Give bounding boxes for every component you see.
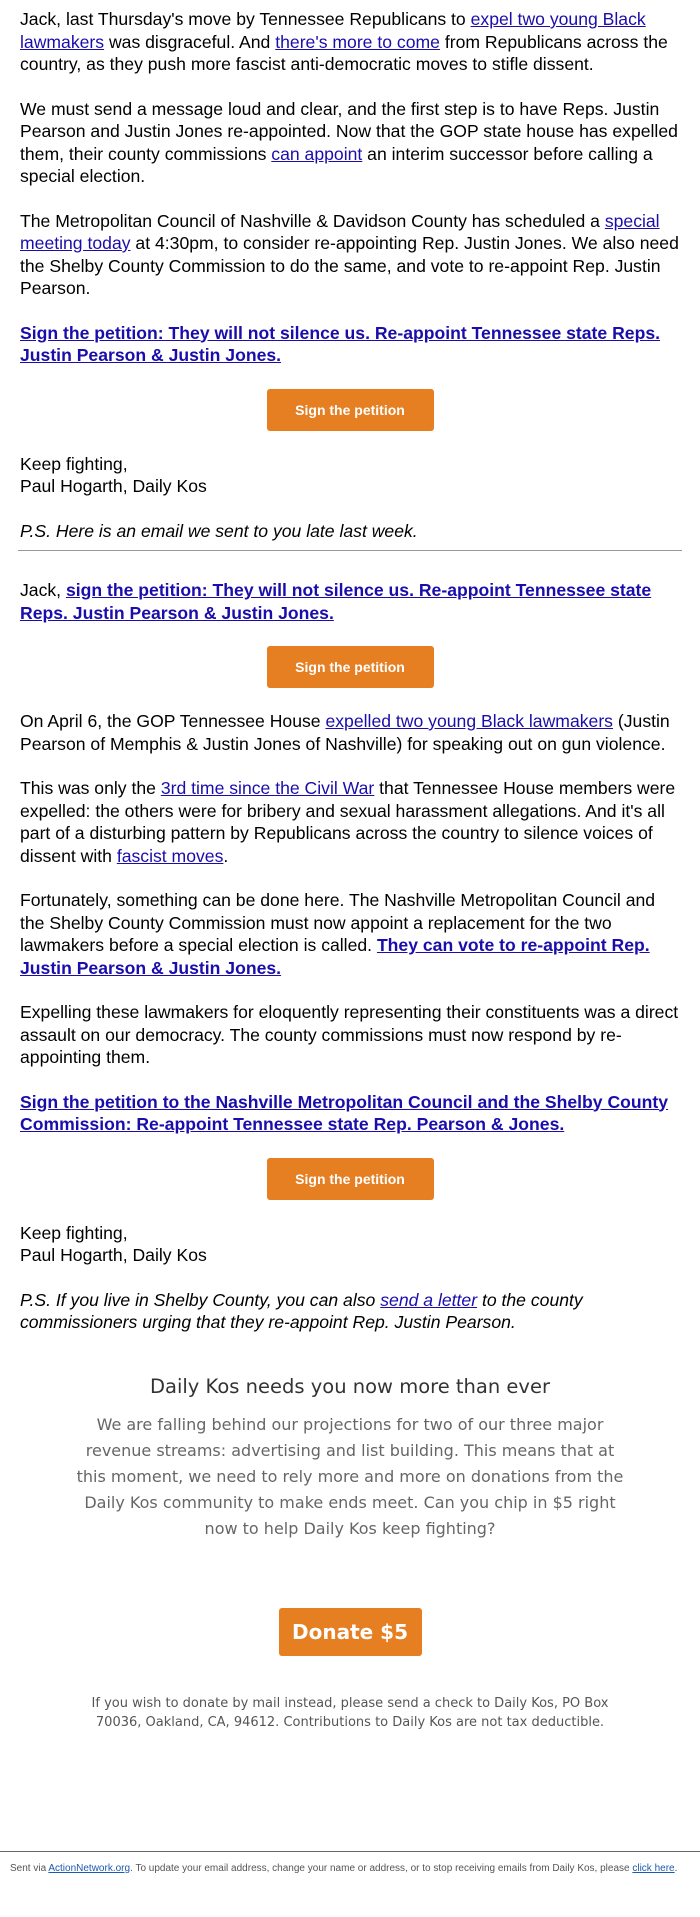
assault-paragraph: Expelling these lawmakers for eloquently representing their constituents was a direct assault on our democracy. The county commissions must now respond by re-appointing them. <box>20 1002 679 1067</box>
text: P.S. If you live in Shelby County, you can also <box>20 1289 381 1310</box>
ps-note: P.S. Here is an email we sent to you late last week. <box>20 520 418 541</box>
text: On April 6, the GOP Tennessee House <box>20 711 326 731</box>
text: an interim successor before calling a special election. <box>20 143 653 186</box>
signoff-name: Paul Hogarth, Daily Kos <box>20 476 207 496</box>
expelled-lawmakers-link[interactable]: expelled two young Black lawmakers <box>325 711 613 731</box>
sign-petition-link[interactable]: sign the petition: They will not silence us. Re-appoint Tennessee state Reps. Justin Pearson & Justin Jones. <box>20 580 652 623</box>
donation-appeal: We are falling behind our projections for two of our three major revenue streams: advertising and list building. This means that at this moment, we need to rely more and more on donations from the Daily Kos community to make ends meet. Can you chip in $5 right now to help Daily Kos keep fighting? <box>76 1415 624 1538</box>
petition-paragraph <box>20 322 680 367</box>
email-footer <box>0 1851 700 1875</box>
text: . <box>223 845 229 866</box>
send-letter-link[interactable]: send a letter <box>380 1289 478 1310</box>
petition-link[interactable]: Sign the petition to the Nashville Metropolitan Council and the Shelby County Commission: Re-appoint Tennessee state Rep. Pearson & Jones. <box>20 1091 669 1134</box>
reappoint-link[interactable]: They can vote to re-appoint Rep. Justin Pearson & Justin Jones. <box>20 935 650 978</box>
more-to-come-link[interactable]: there's more to come <box>275 31 440 52</box>
signoff <box>20 1222 680 1267</box>
divider <box>18 550 682 551</box>
text: from Republicans across the country, as they push more fascist anti-democratic moves to stifle dissent. <box>20 31 668 74</box>
donate-button[interactable]: Donate $5 <box>279 1608 422 1656</box>
text: . <box>674 1863 678 1874</box>
mail-donation-note: If you wish to donate by mail instead, please send a check to Daily Kos, PO Box 70036, Oakland, CA, 94612. Contributions to Daily Kos are not tax deductible. <box>91 1696 609 1730</box>
sign-button-row <box>20 389 680 431</box>
text: that Tennessee House members were expelled: the others were for bribery and sexual harassment allegations. And it's all part of a disturbing pattern by Republicans across the country to silence voices of dissent with <box>20 778 676 866</box>
text: to the county commissioners urging that they re-appoint Rep. Justin Pearson. <box>20 1289 583 1332</box>
petition-link[interactable]: Sign the petition: They will not silence us. Re-appoint Tennessee state Reps. Justin Pearson & Justin Jones. <box>20 322 660 365</box>
signoff-name: Paul Hogarth, Daily Kos <box>20 1245 207 1265</box>
donation-section <box>20 1376 680 1733</box>
donation-heading: Daily Kos needs you now more than ever <box>150 1374 550 1398</box>
expel-lawmakers-link[interactable]: expel two young Black lawmakers <box>20 9 646 52</box>
april-paragraph <box>20 710 680 755</box>
text: was disgraceful. And <box>104 31 276 52</box>
email-body <box>20 8 680 1754</box>
text: The Metropolitan Council of Nashville & Davidson County has scheduled a <box>20 210 605 231</box>
special-meeting-link[interactable]: special meeting today <box>20 210 660 253</box>
sign-petition-button[interactable]: Sign the petition <box>267 1158 434 1200</box>
text: Jack, <box>20 580 66 600</box>
can-appoint-link[interactable]: can appoint <box>271 143 363 164</box>
text: . To update your email address, change your name or address, or to stop receiving emails from Daily Kos, please <box>130 1863 633 1874</box>
civil-war-link[interactable]: 3rd time since the Civil War <box>160 778 375 798</box>
council-paragraph <box>20 210 680 300</box>
actionnetwork-link[interactable]: ActionNetwork.org <box>48 1863 131 1874</box>
fortunately-paragraph <box>20 889 680 979</box>
text: Fortunately, something can be done here. The Nashville Metropolitan Council and the Shelby County Commission must now appoint a replacement for the two lawmakers before a special election is called. <box>20 890 656 955</box>
fascist-moves-link[interactable]: fascist moves <box>116 845 224 866</box>
sign-button-row <box>20 646 680 688</box>
signoff <box>20 453 680 498</box>
forwarded-intro <box>20 579 680 624</box>
unsubscribe-link[interactable]: click here <box>632 1863 675 1874</box>
sign-petition-button[interactable]: Sign the petition <box>267 646 434 688</box>
signoff-line: Keep fighting, <box>20 453 128 474</box>
civil-war-paragraph <box>20 777 680 867</box>
ps-note <box>20 1289 680 1334</box>
text: This was only the <box>20 778 161 798</box>
text: Jack, last Thursday's move by Tennessee Republicans to <box>20 9 471 29</box>
sign-button-row <box>20 1158 680 1200</box>
intro-paragraph <box>20 8 680 76</box>
text: at 4:30pm, to consider re-appointing Rep. Justin Jones. We also need the Shelby County Commission to do the same, and vote to re-appoint Rep. Justin Pearson. <box>20 233 679 298</box>
text: (Justin Pearson of Memphis & Justin Jones of Nashville) for speaking out on gun violence. <box>20 711 670 754</box>
sign-petition-button[interactable]: Sign the petition <box>267 389 434 431</box>
signoff-line: Keep fighting, <box>20 1222 128 1243</box>
text: We must send a message loud and clear, and the first step is to have Reps. Justin Pearson and Justin Jones re-appointed. Now that the GOP state house has expelled them, their county commissions <box>20 98 678 164</box>
text: Sent via <box>10 1863 49 1874</box>
petition-paragraph <box>20 1091 680 1136</box>
message-paragraph <box>20 98 680 188</box>
